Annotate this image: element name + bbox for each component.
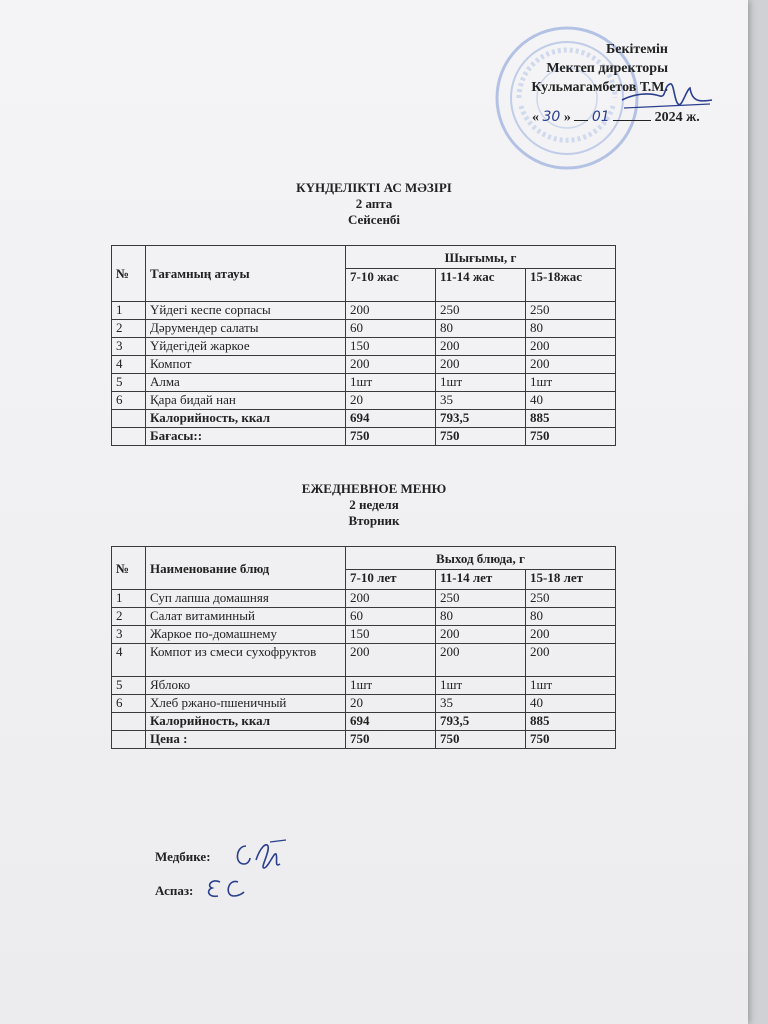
price-15-18: 750 [526,731,616,749]
kz-title: КҮНДЕЛІКТІ АС МӘЗІРІ [296,180,452,195]
cook-signature [204,874,256,900]
yield-15-18: 200 [526,644,616,677]
yield-15-18: 250 [526,590,616,608]
yield-15-18: 1шт [526,677,616,695]
price-7-10: 750 [346,731,436,749]
table-row [112,677,616,695]
kz-age-15-18: 15-18жас [526,269,616,302]
yield-7-10: 20 [346,695,436,713]
table-row [112,392,616,410]
yield-11-14: 200 [436,626,526,644]
kz-col-dish: Тағамның атауы [146,246,346,302]
row-number: 2 [112,320,146,338]
table-row [112,590,616,608]
dish-name: Яблоко [146,677,346,695]
row-number: 3 [112,626,146,644]
yield-7-10: 20 [346,392,436,410]
dish-name: Жаркое по-домашнему [146,626,346,644]
yield-15-18: 80 [526,608,616,626]
ru-age-15-18: 15-18 лет [526,570,616,590]
row-number: 5 [112,677,146,695]
approval-line-position: Мектеп директоры [546,61,668,76]
yield-15-18: 80 [526,320,616,338]
yield-11-14: 250 [436,590,526,608]
ru-menu-table [111,546,616,749]
yield-11-14: 200 [436,338,526,356]
yield-15-18: 1шт [526,374,616,392]
yield-11-14: 200 [436,644,526,677]
yield-7-10: 200 [346,590,436,608]
yield-15-18: 40 [526,695,616,713]
price-label: Бағасы:: [146,428,346,446]
price-11-14: 750 [436,731,526,749]
row-number: 4 [112,644,146,677]
table-row [112,338,616,356]
calorie-row [112,713,616,731]
kz-day: Сейсенбі [347,212,401,227]
yield-15-18: 200 [526,626,616,644]
dish-name: Суп лапша домашняя [146,590,346,608]
price-7-10: 750 [346,428,436,446]
kz-col-yield: Шығымы, г [346,246,616,269]
approval-line-director: Кульмагамбетов Т.М. [531,80,668,95]
calorie-7-10: 694 [346,713,436,731]
yield-7-10: 60 [346,608,436,626]
kz-age-11-14: 11-14 жас [436,269,526,302]
yield-7-10: 1шт [346,677,436,695]
calorie-11-14: 793,5 [436,410,526,428]
table-row [112,374,616,392]
ru-week: 2 неделя [349,497,399,512]
ru-day: Вторник [348,513,400,528]
row-number: 1 [112,590,146,608]
calorie-label: Калорийность, ккал [146,713,346,731]
calorie-7-10: 694 [346,410,436,428]
ru-title: ЕЖЕДНЕВНОЕ МЕНЮ [301,481,447,496]
dish-name: Компот [146,356,346,374]
date-quote-open: « [532,110,539,125]
dish-name: Салат витаминный [146,608,346,626]
calorie-label: Калорийность, ккал [146,410,346,428]
ru-col-dish: Наименование блюд [146,547,346,590]
table-row [112,608,616,626]
yield-11-14: 35 [436,392,526,410]
calorie-11-14: 793,5 [436,713,526,731]
yield-11-14: 35 [436,695,526,713]
price-label: Цена : [146,731,346,749]
yield-7-10: 150 [346,626,436,644]
dish-name: Үйдегідей жаркое [146,338,346,356]
yield-7-10: 60 [346,320,436,338]
date-quote-close: » [563,110,571,125]
row-number: 3 [112,338,146,356]
ru-col-yield: Выход блюда, г [346,547,616,570]
dish-name: Компот из смеси сухофруктов [146,644,346,677]
yield-7-10: 200 [346,302,436,320]
table-row [112,320,616,338]
row-number: 6 [112,695,146,713]
kz-heading [0,180,748,228]
table-row [112,626,616,644]
dish-name: Дәрумендер салаты [146,320,346,338]
cook-signature-label: Аспаз: [155,883,194,898]
date-month: 01 [591,109,610,125]
kz-age-7-10: 7-10 жас [346,269,436,302]
yield-7-10: 200 [346,356,436,374]
table-row [112,356,616,374]
date-year: 2024 ж. [654,110,700,125]
calorie-15-18: 885 [526,713,616,731]
kz-week: 2 апта [355,196,393,211]
price-15-18: 750 [526,428,616,446]
dish-name: Алма [146,374,346,392]
table-row [112,695,616,713]
row-number: 1 [112,302,146,320]
yield-7-10: 1шт [346,374,436,392]
dish-name: Хлеб ржано-пшеничный [146,695,346,713]
yield-15-18: 250 [526,302,616,320]
date-day: 30 [542,109,561,125]
yield-11-14: 80 [436,320,526,338]
price-11-14: 750 [436,428,526,446]
dish-name: Үйдегі кеспе сорпасы [146,302,346,320]
approval-line-approve: Бекітемін [605,42,668,57]
yield-15-18: 200 [526,338,616,356]
calorie-row [112,410,616,428]
yield-7-10: 150 [346,338,436,356]
approval-date [532,109,700,126]
kz-menu-table [111,245,616,446]
price-row [112,731,616,749]
table-row [112,302,616,320]
row-number: 5 [112,374,146,392]
yield-15-18: 40 [526,392,616,410]
row-number: 6 [112,392,146,410]
nurse-signature [230,838,292,872]
ru-col-number: № [112,547,146,590]
yield-15-18: 200 [526,356,616,374]
yield-11-14: 250 [436,302,526,320]
yield-7-10: 200 [346,644,436,677]
yield-11-14: 1шт [436,677,526,695]
ru-age-7-10: 7-10 лет [346,570,436,590]
price-row [112,428,616,446]
ru-age-11-14: 11-14 лет [436,570,526,590]
yield-11-14: 200 [436,356,526,374]
table-row [112,644,616,677]
yield-11-14: 1шт [436,374,526,392]
row-number: 2 [112,608,146,626]
calorie-15-18: 885 [526,410,616,428]
kz-col-number: № [112,246,146,302]
nurse-signature-label: Медбике: [155,849,211,864]
ru-heading [0,481,748,529]
dish-name: Қара бидай нан [146,392,346,410]
row-number: 4 [112,356,146,374]
yield-11-14: 80 [436,608,526,626]
